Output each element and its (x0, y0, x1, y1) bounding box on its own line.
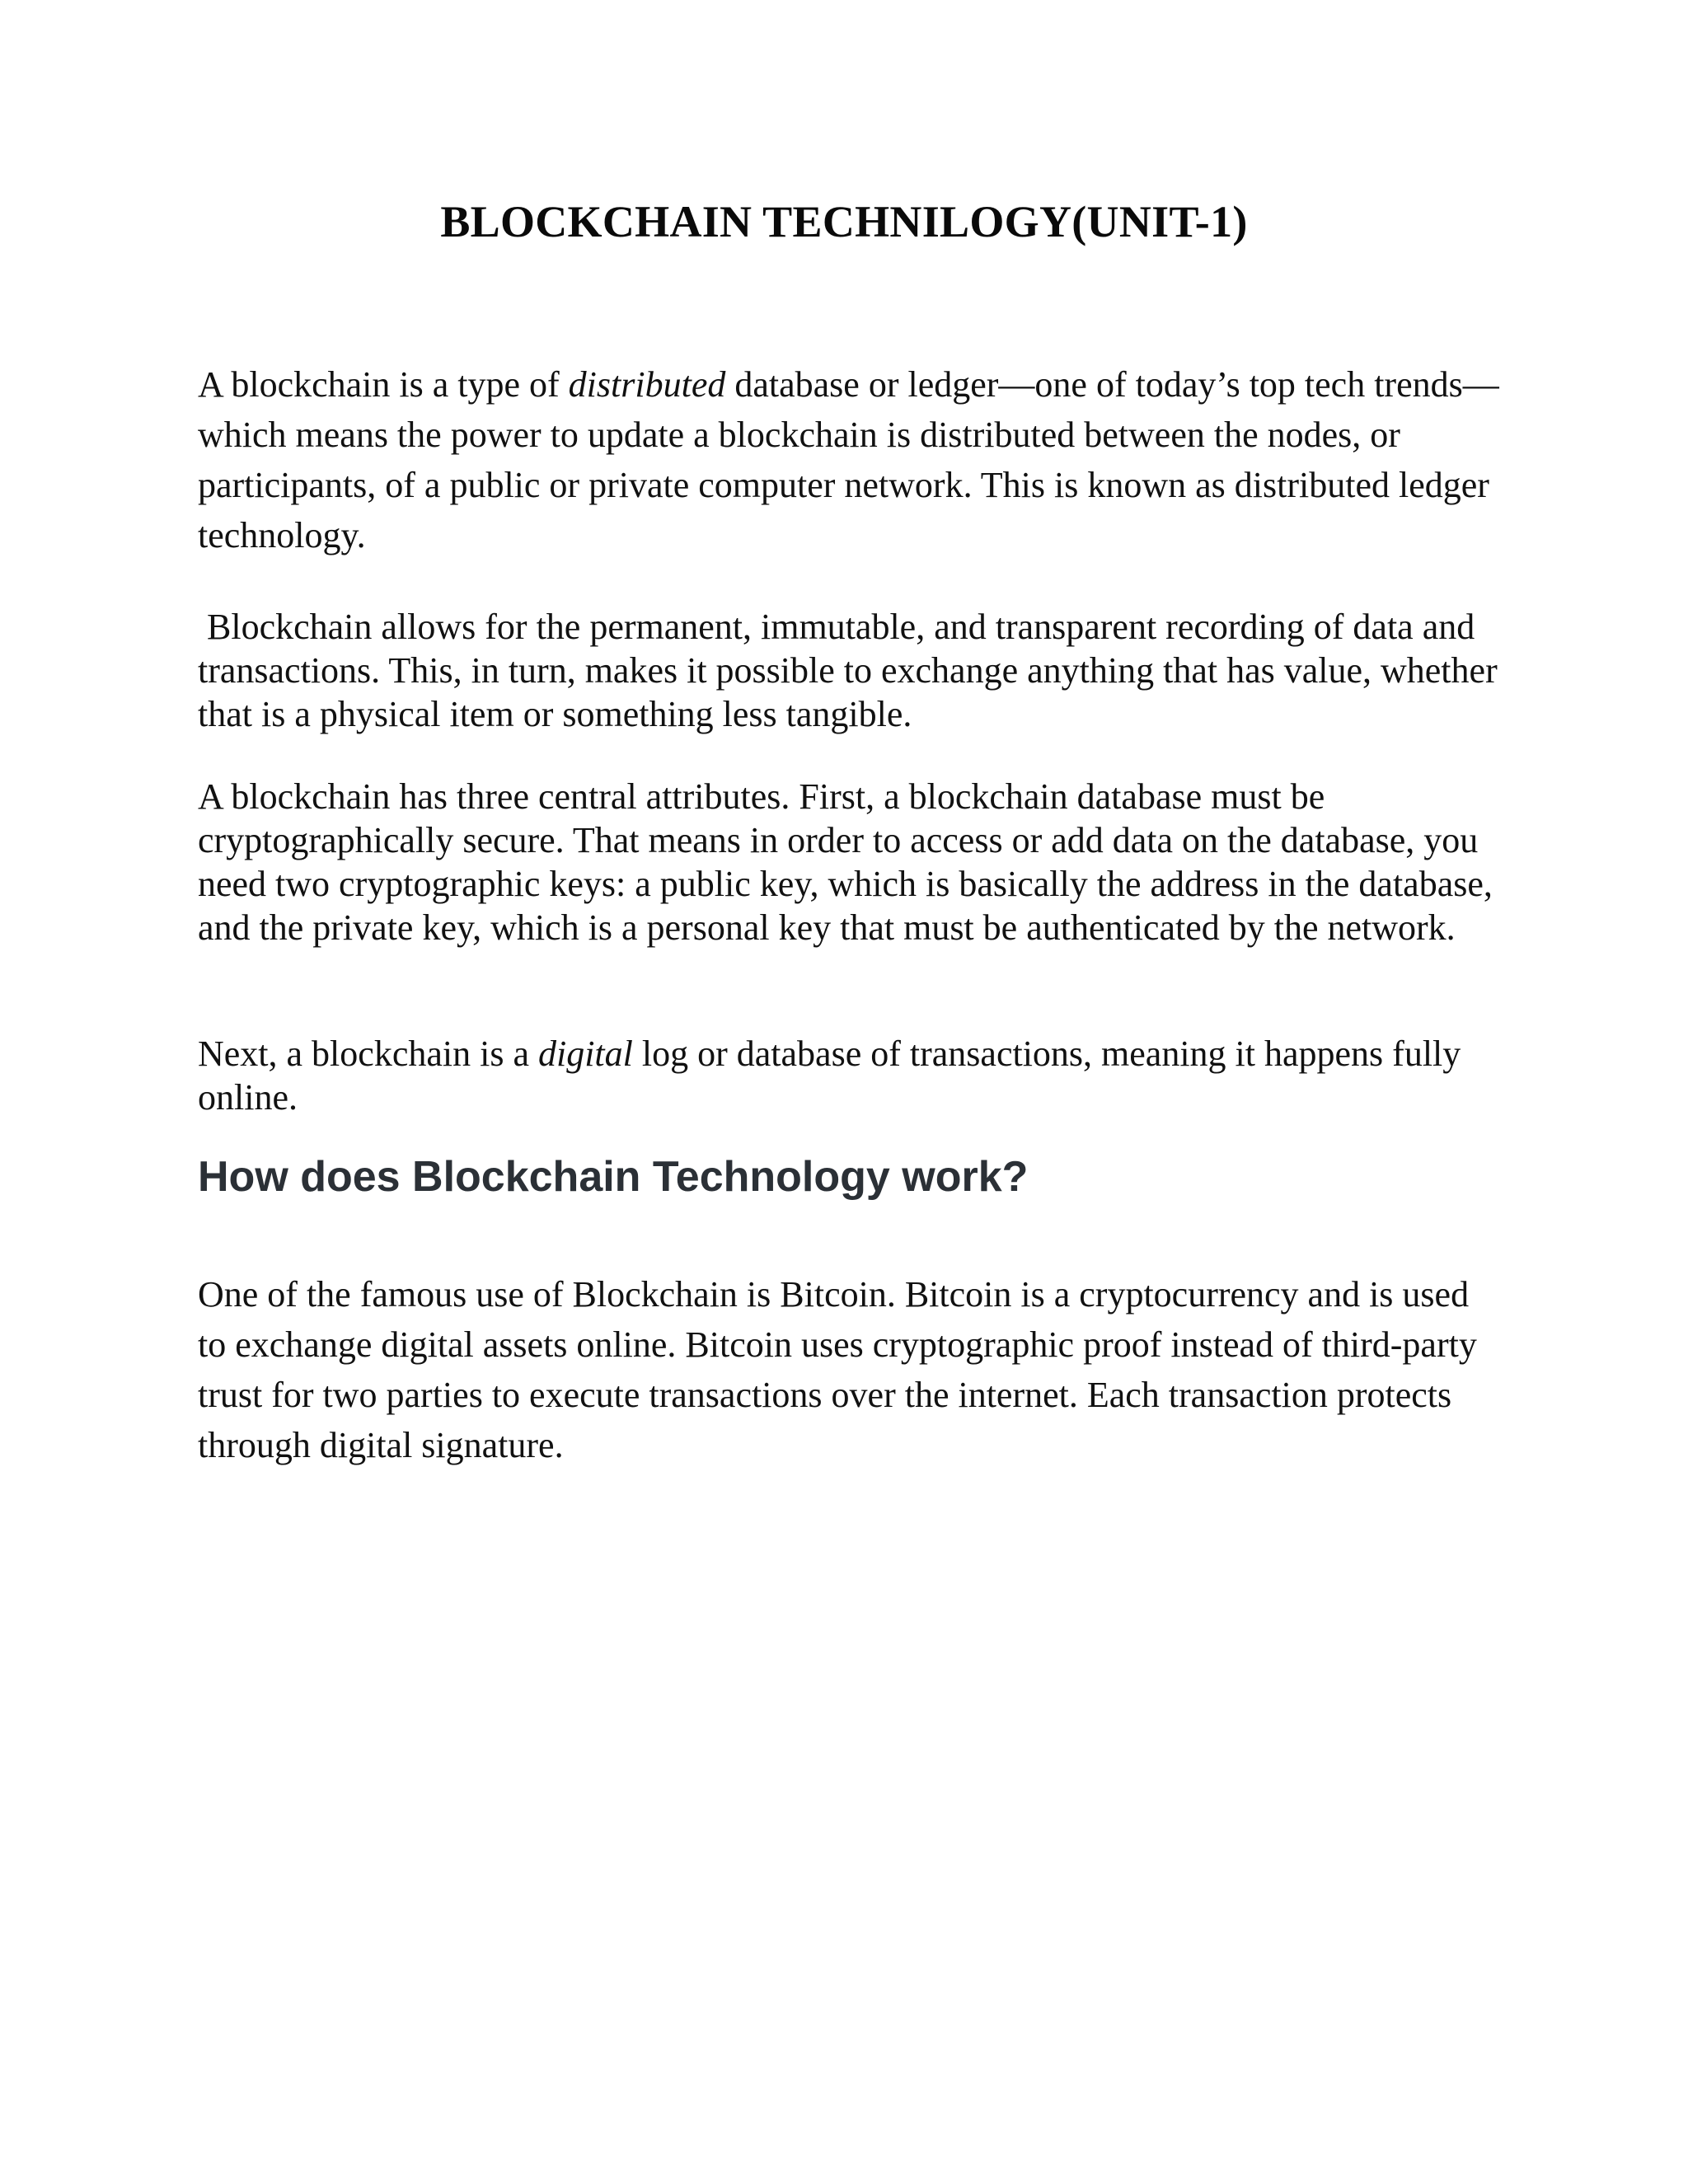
paragraph-definition-end: database or ledger—one of today’s top tech trends—which means the power to update a blockchain is distributed between the nodes, or participants, of a public or private computer network. This is known as distributed ledger technology. (198, 364, 1499, 555)
paragraph-digital-emphasis: digital (537, 1033, 633, 1074)
paragraph-definition (198, 359, 1500, 560)
paragraph-bitcoin: One of the famous use of Blockchain is Bitcoin. Bitcoin is a cryptocurrency and is used to exchange digital assets online. Bitcoin uses cryptographic proof instead of third-party trust for two parties to execute transactions over the internet. Each transaction protects through digital signature. (198, 1274, 1477, 1465)
paragraph-digital-start: Next, a blockchain is a (198, 1033, 538, 1074)
paragraph-attributes: A blockchain has three central attributes. First, a blockchain database must be cryptographically secure. That means in order to access or add data on the database, you need two cryptographic keys: a public key, which is basically the address in the database, and the private key, which is a personal key that must be authenticated by the network. (198, 776, 1493, 948)
paragraph-definition-start: A blockchain is a type of (198, 364, 569, 405)
paragraph-definition-emphasis: distributed (568, 364, 726, 405)
paragraph-digital-end: log or database of transactions, meaning it happens fully online. (198, 1033, 1461, 1118)
page-title: BLOCKCHAIN TECHNILOGY(UNIT-1) (440, 197, 1248, 246)
section-heading: How does Blockchain Technology work? (198, 1153, 1029, 1201)
paragraph-recording: Blockchain allows for the permanent, immutable, and transparent recording of data and transactions. This, in turn, makes it possible to exchange anything that has value, whether that is a physical item or something less tangible. (198, 607, 1507, 734)
paragraph-digital (198, 1032, 1500, 1119)
